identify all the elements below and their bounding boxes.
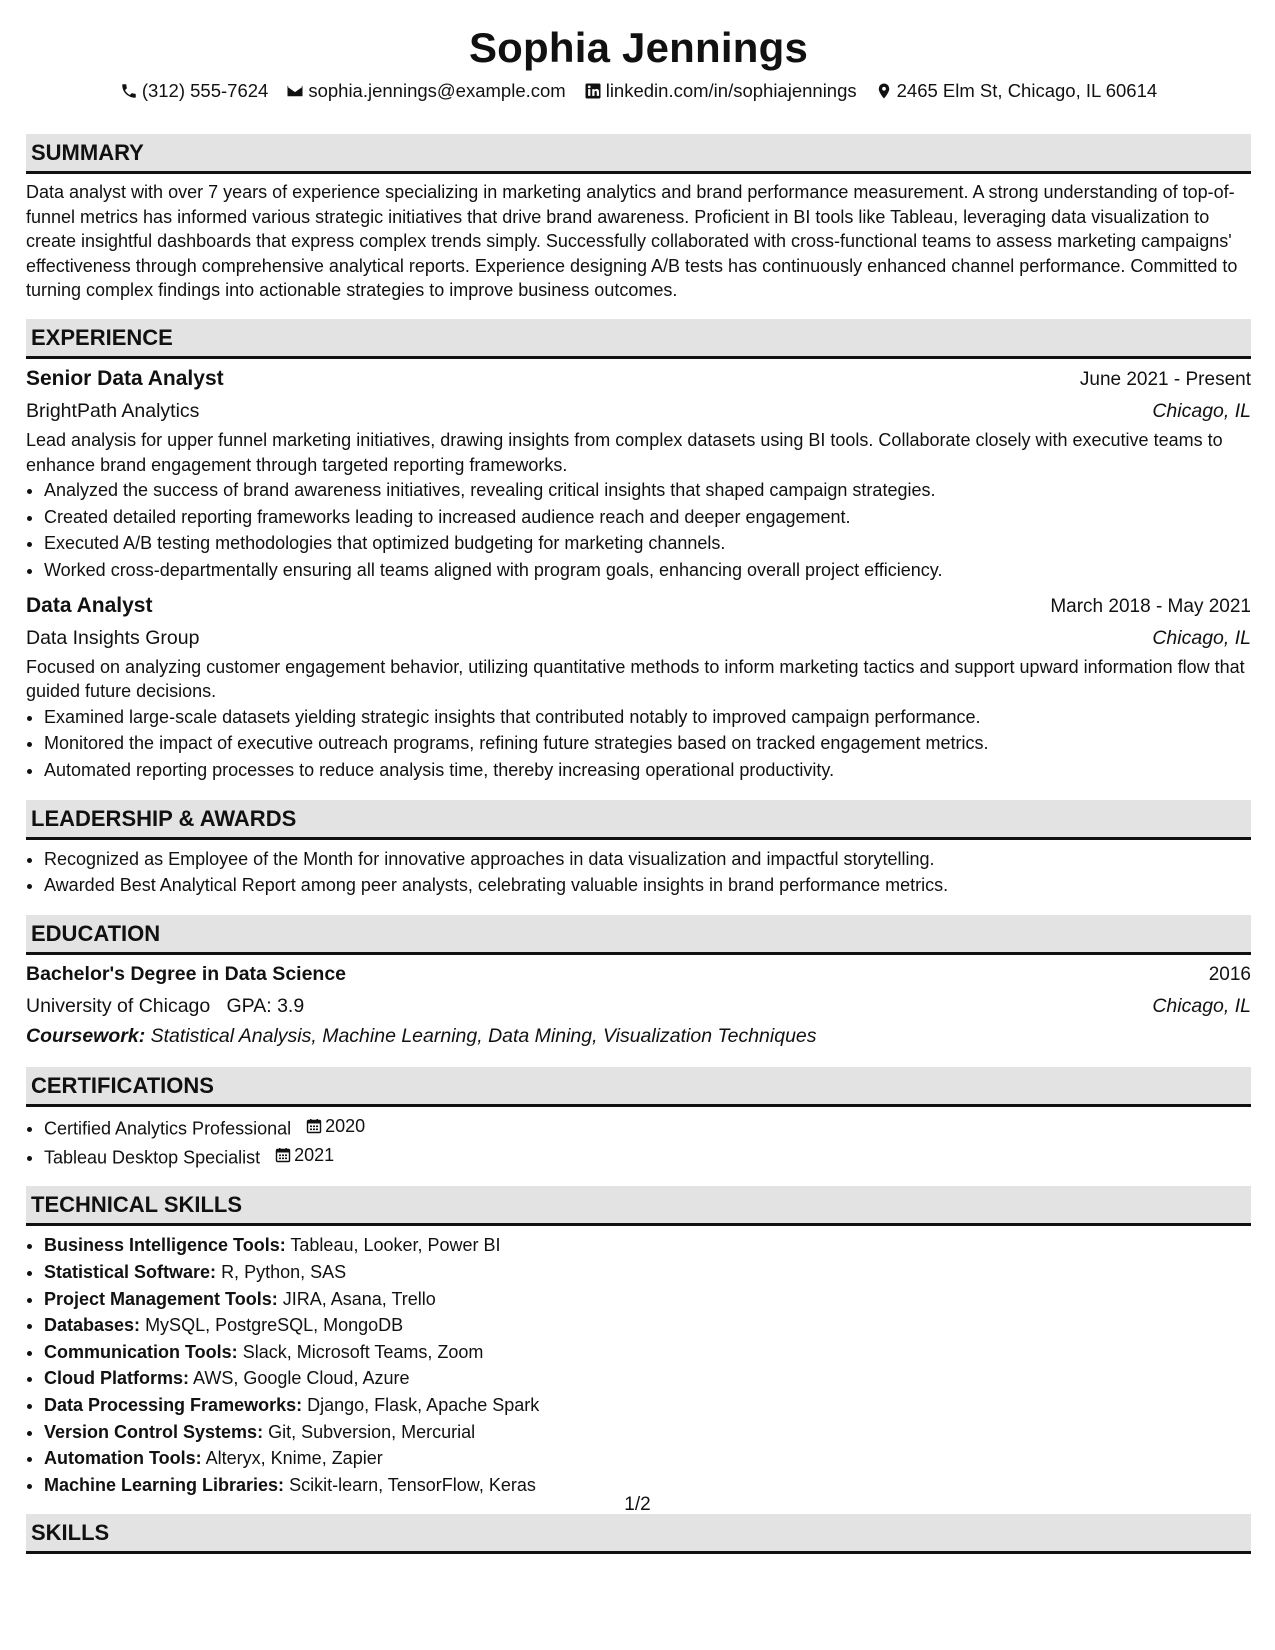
list-item bbox=[44, 1113, 1251, 1142]
map-pin-icon bbox=[875, 82, 893, 100]
job-location: Chicago, IL bbox=[1152, 626, 1251, 649]
job-entry bbox=[26, 590, 1251, 784]
coursework-label: Coursework: bbox=[26, 1024, 146, 1047]
skill-label: Automation Tools: bbox=[44, 1448, 202, 1469]
section-heading-technical-skills: TECHNICAL SKILLS bbox=[26, 1186, 1251, 1226]
skill-value: Tableau, Looker, Power BI bbox=[290, 1235, 501, 1256]
contact-address bbox=[875, 78, 1158, 104]
list-item bbox=[44, 1365, 1251, 1392]
list-item: • Worked cross-departmentally ensuring all teams aligned with program goals, enhancing overall project efficiency. bbox=[44, 557, 1251, 584]
contact-linkedin[interactable] bbox=[584, 78, 857, 104]
calendar-icon bbox=[306, 1118, 322, 1134]
section-heading-skills: SKILLS bbox=[26, 1514, 1251, 1554]
list-item bbox=[44, 1259, 1251, 1286]
skill-value: Alteryx, Knime, Zapier bbox=[205, 1448, 383, 1469]
education-entry bbox=[26, 959, 1251, 1051]
linkedin-text[interactable]: linkedin.com/in/sophiajennings bbox=[605, 80, 857, 101]
list-item: • Analyzed the success of brand awareness initiatives, revealing critical insights that shaped campaign strategies. bbox=[44, 477, 1251, 504]
linkedin-icon bbox=[584, 82, 602, 100]
skill-label: Cloud Platforms: bbox=[44, 1368, 190, 1389]
phone-text: (312) 555-7624 bbox=[141, 80, 269, 101]
certifications-list bbox=[26, 1113, 1251, 1171]
skill-label: Databases: bbox=[44, 1315, 141, 1336]
job-description: Lead analysis for upper funnel marketing initiatives, drawing insights from complex datasets using BI tools. Collaborate closely with executive teams to enhance brand engagement through targeted reporting frameworks. bbox=[26, 429, 1223, 475]
contact-bar bbox=[26, 78, 1251, 104]
cert-name: Certified Analytics Professional bbox=[44, 1117, 292, 1138]
skill-value: Django, Flask, Apache Spark bbox=[307, 1395, 540, 1416]
cert-date bbox=[275, 1142, 334, 1169]
skill-value: MySQL, PostgreSQL, MongoDB bbox=[145, 1315, 404, 1336]
section-heading-certifications: CERTIFICATIONS bbox=[26, 1067, 1251, 1107]
cert-year: 2021 bbox=[294, 1144, 335, 1165]
job-location: Chicago, IL bbox=[1152, 399, 1251, 422]
job-bullets bbox=[26, 704, 1251, 784]
skill-value: Slack, Microsoft Teams, Zoom bbox=[242, 1341, 484, 1362]
skill-label: Data Processing Frameworks: bbox=[44, 1395, 303, 1416]
section-heading-experience: EXPERIENCE bbox=[26, 319, 1251, 359]
list-item: • Awarded Best Analytical Report among peer analysts, celebrating valuable insights in brand performance metrics. bbox=[44, 872, 1251, 899]
cert-year: 2020 bbox=[325, 1115, 366, 1136]
skill-label: Business Intelligence Tools: bbox=[44, 1235, 286, 1256]
list-item: • Monitored the impact of executive outreach programs, refining future strategies based on tracked engagement metrics. bbox=[44, 730, 1251, 757]
list-item bbox=[44, 1232, 1251, 1259]
skill-label: Communication Tools: bbox=[44, 1341, 238, 1362]
section-heading-leadership: LEADERSHIP & AWARDS bbox=[26, 800, 1251, 840]
job-description: Focused on analyzing customer engagement behavior, utilizing quantitative methods to inform marketing tactics and support upward information flow that guided future decisions. bbox=[26, 656, 1245, 702]
cert-date bbox=[306, 1113, 365, 1140]
skill-label: Statistical Software: bbox=[44, 1262, 217, 1283]
section-heading-education: EDUCATION bbox=[26, 915, 1251, 955]
list-item bbox=[44, 1142, 1251, 1171]
skill-value: Scikit-learn, TensorFlow, Keras bbox=[289, 1474, 536, 1495]
job-dates: June 2021 - Present bbox=[1079, 368, 1251, 390]
gpa: GPA: 3.9 bbox=[226, 994, 305, 1017]
email-text[interactable]: sophia.jennings@example.com bbox=[308, 80, 566, 101]
degree-year: 2016 bbox=[1208, 963, 1251, 985]
list-item bbox=[44, 1419, 1251, 1446]
page-number: 1/2 bbox=[624, 1494, 651, 1515]
skill-label: Machine Learning Libraries: bbox=[44, 1474, 285, 1495]
skill-label: Project Management Tools: bbox=[44, 1288, 278, 1309]
calendar-icon bbox=[275, 1147, 291, 1163]
candidate-name: Sophia Jennings bbox=[468, 24, 809, 71]
job-dates: March 2018 - May 2021 bbox=[1050, 595, 1251, 617]
job-title: Senior Data Analyst bbox=[26, 366, 224, 390]
contact-email[interactable] bbox=[286, 78, 565, 104]
list-item bbox=[44, 1286, 1251, 1313]
skill-value: Git, Subversion, Mercurial bbox=[268, 1421, 476, 1442]
coursework bbox=[26, 1021, 1251, 1051]
degree-title: Bachelor's Degree in Data Science bbox=[26, 962, 347, 985]
section-heading-summary: SUMMARY bbox=[26, 134, 1251, 174]
skill-label: Version Control Systems: bbox=[44, 1421, 264, 1442]
list-item: • Executed A/B testing methodologies that optimized budgeting for marketing channels. bbox=[44, 530, 1251, 557]
job-company: Data Insights Group bbox=[26, 626, 200, 649]
resume-page bbox=[26, 22, 1251, 1554]
leadership-list bbox=[26, 846, 1251, 899]
list-item: • Created detailed reporting frameworks leading to increased audience reach and deeper engagement. bbox=[44, 504, 1251, 531]
job-title: Data Analyst bbox=[26, 593, 153, 617]
cert-name: Tableau Desktop Specialist bbox=[44, 1146, 261, 1167]
list-item bbox=[44, 1312, 1251, 1339]
list-item: • Recognized as Employee of the Month for innovative approaches in data visualization and impactful storytelling. bbox=[44, 846, 1251, 873]
school-location: Chicago, IL bbox=[1152, 994, 1251, 1017]
summary-text: Data analyst with over 7 years of experience specializing in marketing analytics and brand performance measurement. A strong understanding of top-of-funnel metrics has informed various strategic initiatives that drive brand awareness. Proficient in BI tools like Tableau, leveraging data visualization to create insightful dashboards that express complex trends simply. Successfully collaborated with cross-functional teams to assess marketing campaigns' effectiveness through comprehensive analytical reports. Experience designing A/B tests has continuously enhanced channel performance. Committed to turning complex findings into actionable strategies to improve business outcomes. bbox=[26, 182, 1238, 301]
list-item bbox=[44, 1392, 1251, 1419]
list-item bbox=[44, 1339, 1251, 1366]
list-item: • Examined large-scale datasets yielding strategic insights that contributed notably to improved campaign performance. bbox=[44, 704, 1251, 731]
job-entry bbox=[26, 363, 1251, 584]
technical-skills-list bbox=[26, 1232, 1251, 1498]
phone-icon bbox=[120, 82, 138, 100]
school-line bbox=[26, 991, 304, 1021]
skill-value: AWS, Google Cloud, Azure bbox=[193, 1368, 410, 1389]
job-bullets bbox=[26, 477, 1251, 583]
list-item bbox=[44, 1445, 1251, 1472]
contact-phone bbox=[120, 78, 269, 104]
coursework-list: Statistical Analysis, Machine Learning, Data Mining, Visualization Techniques bbox=[150, 1024, 817, 1047]
list-item: • Automated reporting processes to reduce analysis time, thereby increasing operational productivity. bbox=[44, 757, 1251, 784]
envelope-icon bbox=[286, 82, 304, 100]
school-name: University of Chicago bbox=[26, 994, 211, 1017]
address-text: 2465 Elm St, Chicago, IL 60614 bbox=[896, 80, 1158, 101]
skill-value: JIRA, Asana, Trello bbox=[282, 1288, 436, 1309]
job-company: BrightPath Analytics bbox=[26, 399, 200, 422]
skill-value: R, Python, SAS bbox=[221, 1262, 347, 1283]
